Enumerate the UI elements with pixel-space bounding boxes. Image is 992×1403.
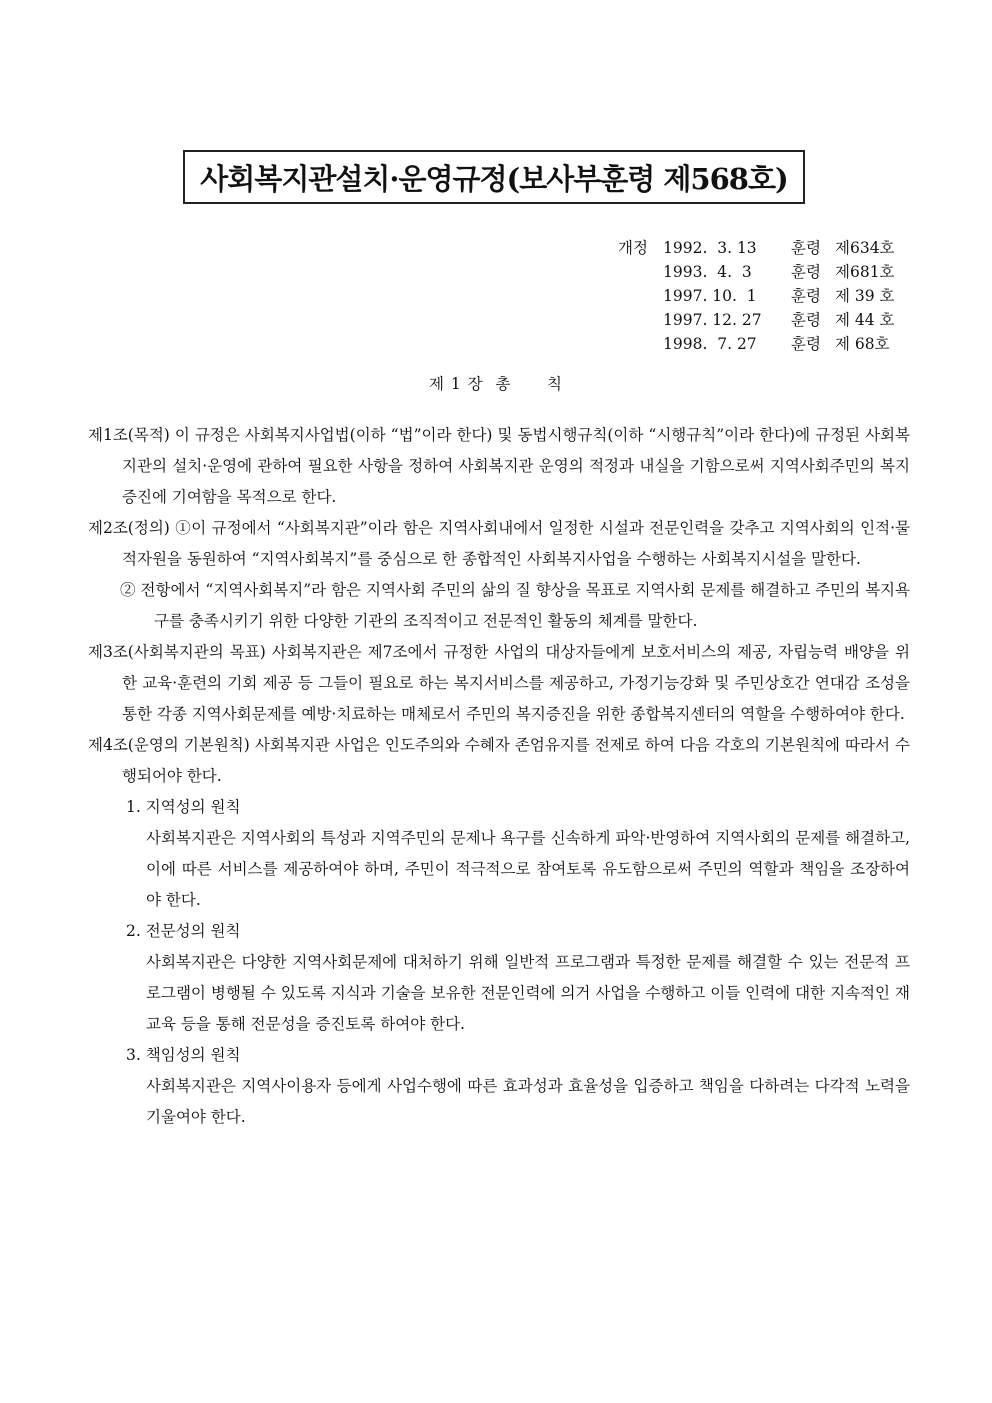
principle-heading: 3. 책임성의 원칙: [126, 1046, 241, 1064]
amendment-number: 제 68호: [835, 335, 890, 353]
article-2: 제2조(정의) ①이 규정에서 “사회복지관”이라 함은 지역사회내에서 일정한 시설과 전문인력을 갖추고 지역사회의 인적·물적자원을 동원하여 “지역사회복지”를 중심으로 한 종합적인 사회복지사업을 수행하는 사회복지시설을 말한다.: [88, 519, 910, 568]
amendment-number: 제681호: [835, 263, 895, 281]
amendment-label: [618, 284, 663, 308]
amendment-history: [618, 236, 907, 356]
amendment-date: 1993. 4. 3: [663, 263, 752, 281]
amendment-row: [618, 260, 907, 284]
principle-text: 사회복지관은 지역사이용자 등에게 사업수행에 따른 효과성과 효율성을 입증하고 책임을 다하려는 다각적 노력을 기울여야 한다.: [146, 1077, 910, 1126]
amendment-date: 1997. 12. 27: [663, 311, 762, 329]
amendment-row: [618, 236, 907, 260]
amendment-label: [618, 260, 663, 284]
article-4: 제4조(운영의 기본원칙) 사회복지관 사업은 인도주의와 수혜자 존엄유지를 전제로 하여 다음 각호의 기본원칙에 따라서 수행되어야 한다.: [88, 736, 910, 785]
amendment-type: 훈령: [791, 263, 821, 281]
amendment-date: 1992. 3. 13: [663, 239, 757, 257]
chapter-heading: 제 1 장 총 칙: [428, 375, 564, 393]
document-body: [88, 420, 910, 1133]
principle-heading: 2. 전문성의 원칙: [126, 922, 241, 940]
amendment-row: [618, 308, 907, 332]
amendment-label: [618, 308, 663, 332]
amendment-label: [618, 332, 663, 356]
amendment-row: [618, 284, 907, 308]
amendment-type: 훈령: [791, 311, 821, 329]
amendment-number: 제 44 호: [835, 311, 895, 329]
amendment-type: 훈령: [791, 239, 821, 257]
amendment-row: [618, 332, 907, 356]
principle-heading: 1. 지역성의 원칙: [126, 798, 241, 816]
amendment-type: 훈령: [791, 287, 821, 305]
principle-text: 사회복지관은 다양한 지역사회문제에 대처하기 위해 일반적 프로그램과 특정한 문제를 해결할 수 있는 전문적 프로그램이 병행될 수 있도록 지식과 기술을 보유한 전문인력에 의거 사업을 수행하고 이들 인력에 대한 지속적인 재교육 등을 통해 전문성을 증진토록 하여야 한다.: [146, 953, 910, 1033]
article-3: 제3조(사회복지관의 목표) 사회복지관은 제7조에서 규정한 사업의 대상자들에게 보호서비스의 제공, 자립능력 배양을 위한 교육·훈련의 기회 제공 등 그들이 필요로 하는 복지서비스를 제공하고, 가정기능강화 및 주민상호간 연대감 조성을 통한 각종 지역사회문제를 예방·치료하는 매체로서 주민의 복지증진을 위한 종합복지센터의 역할을 수행하여야 한다.: [88, 643, 910, 723]
principle-text: 사회복지관은 지역사회의 특성과 지역주민의 문제나 욕구를 신속하게 파악·반영하여 지역사회의 문제를 해결하고, 이에 따른 서비스를 제공하여야 하며, 주민이 적극적으로 참여토록 유도함으로써 주민의 역할과 책임을 조장하여야 한다.: [146, 829, 910, 909]
title-box: [183, 150, 805, 204]
amendment-type: 훈령: [791, 335, 821, 353]
amendment-label: 개정: [618, 239, 648, 257]
amendment-date: 1997. 10. 1: [663, 287, 757, 305]
article-2-clause-2: ② 전항에서 “지역사회복지”라 함은 지역사회 주민의 삶의 질 향상을 목표로 지역사회 문제를 해결하고 주민의 복지욕구를 충족시키기 위한 다양한 기관의 조직적이고 전문적인 활동의 체계를 말한다.: [120, 581, 910, 630]
amendment-number: 제634호: [835, 239, 895, 257]
amendment-date: 1998. 7. 27: [663, 335, 757, 353]
article-1: 제1조(목적) 이 규정은 사회복지사업법(이하 “법”이라 한다) 및 동법시행규칙(이하 “시행규칙”이라 한다)에 규정된 사회복지관의 설치·운영에 관하여 필요한 사항을 정하여 사회복지관 운영의 적정과 내실을 기함으로써 지역사회주민의 복지증진에 기여함을 목적으로 한다.: [88, 426, 910, 506]
document-title: 사회복지관설치·운영규정(보사부훈령 제568호): [200, 161, 788, 196]
amendment-number: 제 39 호: [835, 287, 895, 305]
